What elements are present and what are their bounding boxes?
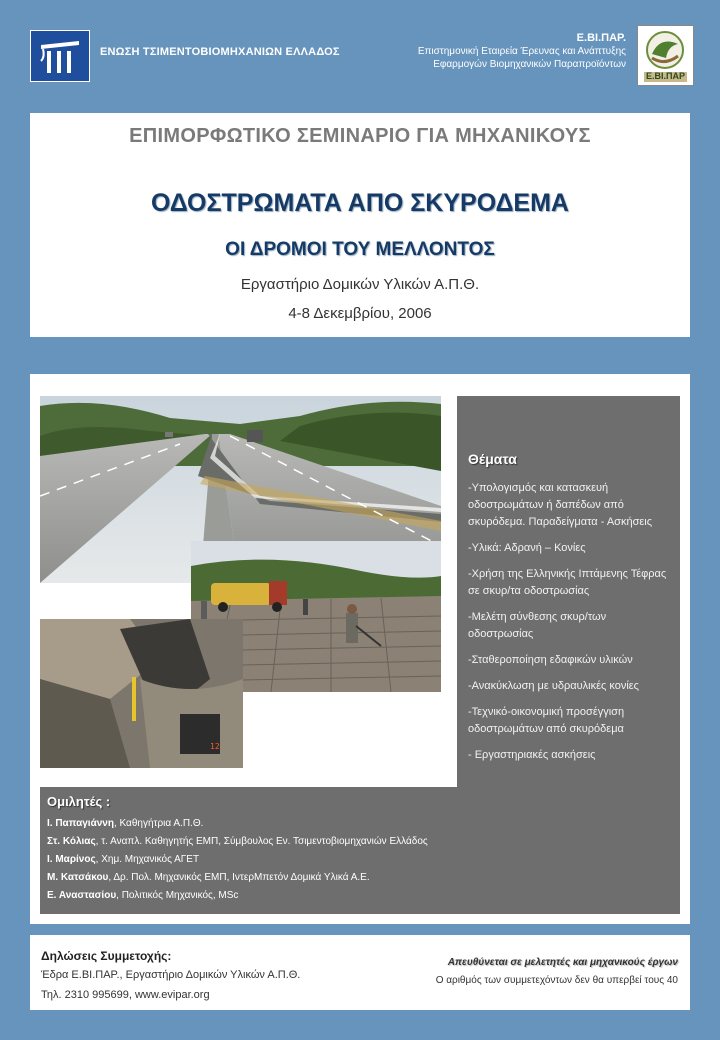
speaker-name: Ι. Μαρίνος [47,854,96,865]
subtitle: ΟΙ ΔΡΟΜΟΙ ΤΟΥ ΜΕΛΛΟΝΤΟΣ [225,239,495,260]
speakers-panel [40,787,680,914]
svg-text:12: 12 [210,742,220,751]
speaker-row [47,851,428,869]
registration-contact: Τηλ. 2310 995699, www.evipar.org [41,989,210,1001]
speaker-row [47,869,428,887]
evipar-line2: Εφαρμογών Βιομηχανικών Παραπροϊόντων [433,59,626,70]
speaker-row [47,833,428,851]
speaker-name: Ι. Παπαγιάννη [47,818,114,829]
topic-item: -Υλικά: Αδρανή – Κονίες [468,542,586,554]
evipar-logo [637,25,694,86]
speaker-row [47,887,428,905]
speakers-list [47,815,428,905]
topics-heading: Θέματα [468,451,517,467]
footer-panel [30,935,690,1010]
topic-item: -Ανακύκλωση με υδραυλικές κονίες [468,680,639,692]
topic-item: -Τεχνικό-οικονομική προσέγγιση οδοστρωμάτων από σκυρόδεμα [468,706,625,735]
speakers-heading: Ομιλητές : [47,794,111,809]
registration-address: Έδρα Ε.ΒΙ.ΠΑΡ., Εργαστήριο Δομικών Υλικών Α.Π.Θ. [41,969,301,981]
topic-item: -Υπολογισμός και κατασκευή οδοστρωμάτων ή δαπέδων από σκυρόδεμα. Παραδείγματα - Ασκήσεις [468,482,653,528]
evipar-line1: Επιστημονική Εταιρεία Έρευνας και Ανάπτυξης [417,46,626,57]
speaker-role: , Πολιτικός Μηχανικός, MSc [116,890,239,901]
speaker-name: Μ. Κατσάκου [47,872,109,883]
audience-note: Απευθύνεται σε μελετητές και μηχανικούς έργων [447,957,678,968]
event-date: 4-8 Δεκεμβρίου, 2006 [288,305,432,322]
evipar-logo-text: Ε.ΒΙ.ΠΑΡ [645,71,685,81]
title-panel [30,113,690,337]
topic-item: -Χρήση της Ελληνικής Ιπτάμενης Τέφρας σε σκυρ/τα οδοστρωσίας [468,568,667,597]
tsimento-logo [30,30,90,82]
main-title: ΟΔΟΣΤΡΩΜΑΤΑ ΑΠΟ ΣΚΥΡΟΔΕΜΑ [150,189,569,217]
speaker-role: , Χημ. Μηχανικός ΑΓΕΤ [95,854,200,865]
speaker-name: Ε. Αναστασίου [47,890,117,901]
org-name-left: ΕΝΩΣΗ ΤΣΙΜΕΝΤΟΒΙΟΜΗΧΑΝΙΩΝ ΕΛΛΑΔΟΣ [100,46,340,58]
evipar-abbr: Ε.ΒΙ.ΠΑΡ. [576,32,626,44]
topic-item: -Σταθεροποίηση εδαφικών υλικών [468,654,633,666]
capacity-note: Ο αριθμός των συμμετεχόντων δεν θα υπερβεί τους 40 [435,975,678,986]
topic-item: -Μελέτη σύνθεσης σκυρ/των οδοστρωσίας [468,611,607,640]
topic-item: - Εργαστηριακές ασκήσεις [468,749,596,761]
topics-list [468,480,674,773]
speaker-role: , Δρ. Πολ. Μηχανικός ΕΜΠ, ΙντερΜπετόν Δομικά Υλικά Α.Ε. [108,872,370,883]
evipar-header [418,32,626,71]
registration-heading: Δηλώσεις Συμμετοχής: [41,949,172,963]
speaker-role: , Καθηγήτρια Α.Π.Θ. [113,818,204,829]
speaker-role: , τ. Αναπλ. Καθηγητής ΕΜΠ, Σύμβουλος Εν. Τσιμεντοβιομηχανιών Ελλάδος [95,836,428,847]
organizer-lab: Εργαστήριο Δομικών Υλικών Α.Π.Θ. [240,276,480,293]
topics-panel [457,396,680,787]
slump-test-photo [40,619,243,768]
seminar-heading: ΕΠΙΜΟΡΦΩΤΙΚΟ ΣΕΜΙΝΑΡΙΟ ΓΙΑ ΜΗΧΑΝΙΚΟΥΣ [129,125,591,147]
speaker-row [47,815,428,833]
speaker-name: Στ. Κόλιας [47,836,96,847]
